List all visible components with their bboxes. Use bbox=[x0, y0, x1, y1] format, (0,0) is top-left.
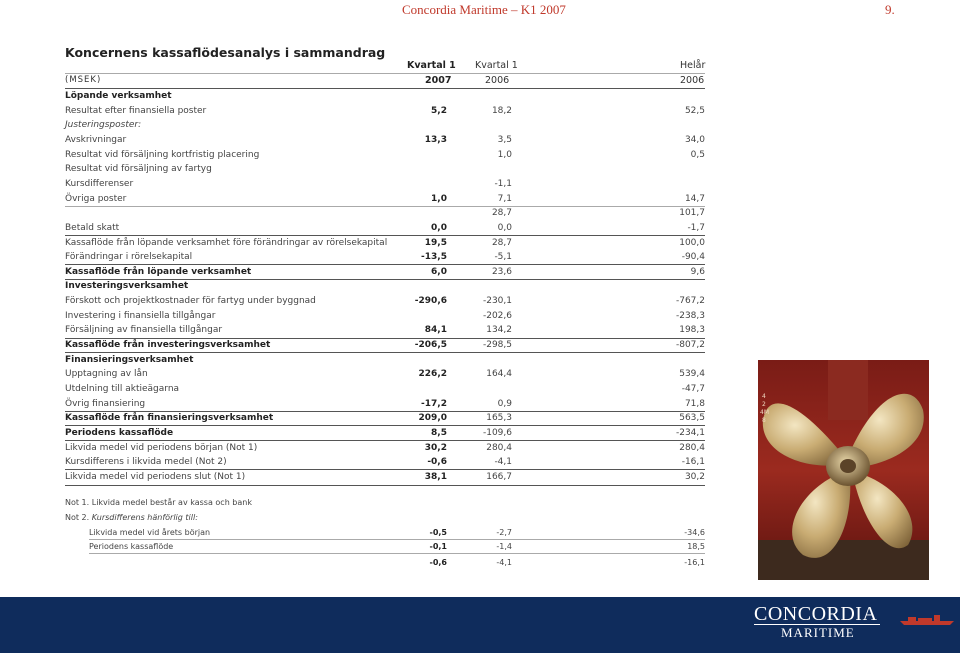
note-row-value-v2: -1,4 bbox=[496, 542, 512, 551]
row-value-v2: 0,9 bbox=[497, 398, 512, 409]
table-row bbox=[65, 323, 705, 337]
header-title: Concordia Maritime – K1 2007 bbox=[402, 2, 566, 17]
row-value-v2: 0,0 bbox=[497, 222, 512, 233]
propeller-photo bbox=[758, 360, 929, 580]
note-row-value-v3: -34,6 bbox=[684, 528, 705, 537]
note-rule bbox=[89, 553, 705, 554]
row-label: Periodens kassaflöde bbox=[65, 427, 174, 438]
table-row bbox=[65, 397, 705, 411]
row-value-v3: 52,5 bbox=[684, 105, 705, 116]
photo-mark-4: 8 bbox=[762, 417, 766, 424]
row-label: Kassaflöde från finansieringsverksamhet bbox=[65, 413, 274, 424]
table-row bbox=[65, 367, 705, 381]
col-head-year-2006: Helår bbox=[680, 60, 706, 71]
row-value-v3: 100,0 bbox=[679, 237, 705, 248]
row-value-v1: 30,2 bbox=[424, 442, 447, 453]
row-value-v2: 134,2 bbox=[486, 325, 512, 336]
row-value-v3: -1,7 bbox=[687, 222, 705, 233]
col-head-q1-2006: Kvartal 1 bbox=[475, 60, 518, 71]
row-value-v2: 28,7 bbox=[491, 208, 512, 219]
row-label: Kassaflöde från löpande verksamhet bbox=[65, 266, 252, 277]
page-header bbox=[0, 2, 960, 18]
row-label: Investering i finansiella tillgångar bbox=[65, 310, 216, 321]
note-row-value-v1: -0,6 bbox=[429, 558, 447, 567]
propeller-image bbox=[758, 360, 929, 580]
row-label: Löpande verksamhet bbox=[65, 91, 172, 101]
table-row bbox=[65, 148, 705, 162]
note-row bbox=[89, 557, 705, 569]
note-row-label: Periodens kassaflöde bbox=[89, 542, 174, 551]
note-row bbox=[89, 527, 705, 539]
row-value-v1: 6,0 bbox=[431, 266, 447, 277]
row-label: Kursdifferenser bbox=[65, 178, 134, 189]
photo-mark-1: 4 bbox=[762, 393, 766, 400]
row-label: Förändringar i rörelsekapital bbox=[65, 252, 193, 263]
row-label: Kassaflöde från investeringsverksamhet bbox=[65, 340, 271, 351]
row-value-v1: -17,2 bbox=[421, 398, 447, 409]
row-label: Kursdifferens i likvida medel (Not 2) bbox=[65, 457, 227, 468]
row-value-v2: 7,1 bbox=[497, 193, 512, 204]
row-value-v3: 9,6 bbox=[690, 266, 705, 277]
table-row bbox=[65, 133, 705, 147]
row-value-v2: 280,4 bbox=[486, 442, 512, 453]
row-value-v2: -298,5 bbox=[482, 340, 512, 351]
table-row bbox=[65, 426, 705, 440]
row-label: Finansieringsverksamhet bbox=[65, 354, 194, 365]
row-value-v1: 209,0 bbox=[418, 413, 447, 424]
row-value-v2: 165,3 bbox=[486, 413, 512, 424]
header-rule-1 bbox=[65, 73, 705, 74]
row-value-v1: 226,2 bbox=[418, 369, 447, 380]
note-row-value-v2: -2,7 bbox=[496, 528, 512, 537]
col-year-2006-y: 2006 bbox=[680, 75, 705, 86]
table-row bbox=[65, 441, 705, 455]
row-value-v2: 1,0 bbox=[497, 149, 512, 160]
note-1: Not 1. Likvida medel består av kassa och bank bbox=[65, 498, 252, 507]
row-value-v3: -807,2 bbox=[675, 340, 705, 351]
page-number: 9. bbox=[885, 2, 895, 17]
table-row bbox=[65, 177, 705, 191]
row-label: Försäljning av finansiella tillgångar bbox=[65, 325, 223, 336]
row-value-v3: -234,1 bbox=[675, 427, 705, 438]
table-row bbox=[65, 89, 705, 103]
logo-maritime: MARITIME bbox=[781, 625, 855, 640]
table-row bbox=[65, 236, 705, 250]
note-row-value-v3: 18,5 bbox=[687, 542, 705, 551]
row-label: Likvida medel vid periodens slut (Not 1) bbox=[65, 471, 246, 482]
table-row bbox=[65, 382, 705, 396]
photo-mark-2: 2 bbox=[762, 401, 766, 408]
row-value-v3: 539,4 bbox=[679, 369, 705, 380]
row-value-v3: 0,5 bbox=[690, 149, 705, 160]
photo-mark-3: 4M bbox=[760, 409, 769, 416]
row-value-v2: 3,5 bbox=[497, 134, 512, 145]
ship-icon bbox=[898, 612, 958, 626]
table-row bbox=[65, 250, 705, 264]
row-label: Likvida medel vid periodens början (Not 1) bbox=[65, 442, 258, 453]
row-value-v1: 0,0 bbox=[431, 222, 447, 233]
row-value-v2: -4,1 bbox=[494, 457, 512, 468]
row-value-v1: 38,1 bbox=[424, 471, 447, 482]
table-row bbox=[65, 221, 705, 235]
table-row bbox=[65, 118, 705, 132]
row-value-v2: -230,1 bbox=[482, 296, 512, 307]
row-value-v3: 34,0 bbox=[684, 134, 705, 145]
row-value-v3: -90,4 bbox=[681, 252, 705, 263]
table-row bbox=[65, 265, 705, 279]
row-value-v3: -767,2 bbox=[675, 296, 705, 307]
note-row-value-v3: -16,1 bbox=[684, 558, 705, 567]
row-label: Utdelning till aktieägarna bbox=[65, 384, 180, 394]
note-row bbox=[89, 541, 705, 553]
row-value-v1: 13,3 bbox=[424, 134, 447, 145]
row-value-v2: 164,4 bbox=[486, 369, 512, 380]
row-value-v2: -5,1 bbox=[494, 252, 512, 263]
note-rule bbox=[89, 539, 705, 540]
row-value-v3: -238,3 bbox=[675, 310, 705, 321]
note-row-label: Likvida medel vid årets början bbox=[89, 528, 211, 537]
row-value-v2: 166,7 bbox=[486, 471, 512, 482]
note-2-prefix: Not 2. bbox=[65, 513, 92, 522]
row-value-v3: 198,3 bbox=[679, 325, 705, 336]
table-row bbox=[65, 455, 705, 469]
note-row-value-v1: -0,1 bbox=[429, 542, 447, 551]
row-value-v1: -290,6 bbox=[414, 296, 447, 307]
row-value-v1: 19,5 bbox=[424, 237, 447, 248]
table-end-rule bbox=[65, 485, 705, 486]
row-value-v3: -47,7 bbox=[681, 384, 705, 394]
row-value-v2: 28,7 bbox=[491, 237, 512, 248]
row-value-v2: 23,6 bbox=[491, 266, 512, 277]
row-value-v1: -0,6 bbox=[427, 457, 447, 468]
row-label: Avskrivningar bbox=[65, 134, 127, 145]
logo-concordia: CONCORDIA bbox=[754, 603, 878, 625]
table-row bbox=[65, 279, 705, 293]
table-row bbox=[65, 192, 705, 206]
report-title: Koncernens kassaflödesanalys i sammandrag bbox=[65, 45, 386, 60]
note-2 bbox=[65, 513, 198, 522]
row-value-v1: 8,5 bbox=[431, 427, 447, 438]
table-row bbox=[65, 338, 705, 352]
row-value-v3: 563,5 bbox=[679, 413, 705, 424]
row-label: Resultat vid försäljning kortfristig placering bbox=[65, 149, 260, 160]
table-row bbox=[65, 353, 705, 367]
row-label: Kassaflöde från löpande verksamhet före förändringar av rörelsekapital bbox=[65, 237, 388, 248]
row-label: Resultat vid försäljning av fartyg bbox=[65, 164, 212, 175]
row-value-v3: 101,7 bbox=[679, 208, 705, 219]
row-value-v1: -206,5 bbox=[414, 340, 447, 351]
row-label: Justeringsposter: bbox=[65, 120, 142, 131]
row-value-v3: 30,2 bbox=[684, 471, 705, 482]
col-year-2007: 2007 bbox=[425, 75, 452, 86]
note-row-value-v2: -4,1 bbox=[496, 558, 512, 567]
table-row bbox=[65, 206, 705, 220]
table-row bbox=[65, 162, 705, 176]
row-label: Upptagning av lån bbox=[65, 369, 148, 380]
row-label: Övriga poster bbox=[65, 193, 127, 204]
row-value-v3: -16,1 bbox=[681, 457, 705, 468]
col-year-2006-q: 2006 bbox=[485, 75, 510, 86]
row-value-v3: 280,4 bbox=[679, 442, 705, 453]
table-row bbox=[65, 470, 705, 484]
row-value-v1: 84,1 bbox=[424, 325, 447, 336]
row-label: Övrig finansiering bbox=[65, 398, 146, 409]
table-row bbox=[65, 104, 705, 118]
row-value-v1: 1,0 bbox=[431, 193, 447, 204]
row-value-v2: 18,2 bbox=[491, 105, 512, 116]
table-row bbox=[65, 309, 705, 323]
row-value-v1: 5,2 bbox=[431, 105, 447, 116]
table-row bbox=[65, 294, 705, 308]
row-label: Resultat efter finansiella poster bbox=[65, 105, 207, 116]
row-value-v2: -109,6 bbox=[482, 427, 512, 438]
col-head-q1-2007: Kvartal 1 bbox=[407, 60, 456, 71]
row-label: Förskott och projektkostnader för fartyg under byggnad bbox=[65, 296, 316, 307]
row-label: Betald skatt bbox=[65, 222, 120, 233]
unit-label: (MSEK) bbox=[65, 75, 102, 85]
note-row-value-v1: -0,5 bbox=[429, 528, 447, 537]
row-value-v2: -1,1 bbox=[494, 178, 512, 189]
row-value-v3: 14,7 bbox=[684, 193, 705, 204]
row-value-v3: 71,8 bbox=[684, 398, 705, 409]
row-value-v2: -202,6 bbox=[482, 310, 512, 321]
table-row bbox=[65, 411, 705, 425]
note-2-text: Kursdifferens hänförlig till: bbox=[91, 513, 198, 522]
row-label: Investeringsverksamhet bbox=[65, 281, 189, 292]
row-value-v1: -13,5 bbox=[421, 252, 447, 263]
